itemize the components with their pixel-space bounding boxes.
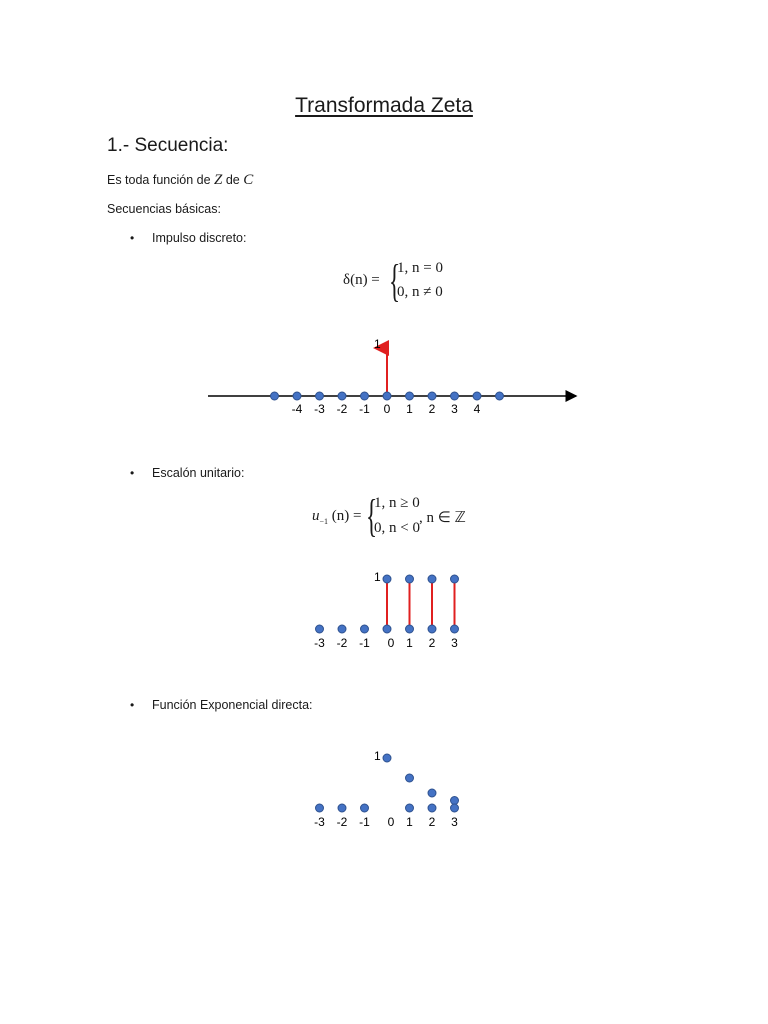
exponential-tick-label: -3 xyxy=(314,815,325,829)
step-brace: { xyxy=(366,490,378,541)
z-symbol: Z xyxy=(214,172,223,188)
step-top-label: 1 xyxy=(374,570,381,584)
exponential-tick-label: -2 xyxy=(336,815,348,829)
step-tick-label: 0 xyxy=(387,636,395,650)
impulse-tick-label: 1 xyxy=(406,402,413,416)
exponential-base-point xyxy=(406,804,414,812)
exponential-label: Función Exponencial directa: xyxy=(152,698,313,712)
step-domain: , n ∈ ℤ xyxy=(419,510,466,526)
exponential-tick-label: 2 xyxy=(428,815,436,829)
impulse-top-label: 1 xyxy=(374,337,381,351)
step-lhs-symbol: u xyxy=(312,508,320,524)
step-tick-label: 2 xyxy=(428,636,436,650)
exponential-top-label: 1 xyxy=(374,749,381,763)
bullet-impulse: • xyxy=(130,231,135,245)
exponential-value-point xyxy=(383,754,391,762)
section-heading: 1.- Secuencia: xyxy=(107,135,229,156)
impulse-case-1: 1, n = 0 xyxy=(397,260,443,276)
impulse-case-2: 0, n ≠ 0 xyxy=(397,284,443,300)
c-symbol: C xyxy=(243,172,254,188)
exponential-base-point xyxy=(451,804,459,812)
impulse-tick-label: 4 xyxy=(473,402,481,416)
impulse-tick-label: -4 xyxy=(291,402,303,416)
exponential-base-point xyxy=(361,804,369,812)
step-case-2: 0, n < 0 xyxy=(374,520,420,536)
step-case-1: 1, n ≥ 0 xyxy=(374,495,420,511)
step-label: Escalón unitario: xyxy=(152,466,245,480)
step-tick-label: -1 xyxy=(359,636,370,650)
definition-prefix: Es toda función de xyxy=(107,173,211,187)
impulse-tick-label: 3 xyxy=(451,402,458,416)
exponential-tick-label: -1 xyxy=(359,815,370,829)
impulse-lhs: δ(n) = xyxy=(343,272,380,288)
impulse-tick-label: -2 xyxy=(336,402,348,416)
step-tick-label: -2 xyxy=(336,636,348,650)
step-tick-label: -3 xyxy=(314,636,325,650)
bullet-step: • xyxy=(130,466,135,480)
step-lhs-arg: (n) = xyxy=(331,508,362,524)
exponential-base-point xyxy=(338,804,346,812)
page-title: Transformada Zeta xyxy=(295,94,473,117)
impulse-tick-label: 2 xyxy=(428,402,436,416)
step-tick-label: 1 xyxy=(406,636,413,650)
impulse-tick-label: -1 xyxy=(359,402,370,416)
basic-sequences-label: Secuencias básicas: xyxy=(107,202,221,216)
exponential-value-point xyxy=(406,774,414,782)
impulse-brace: { xyxy=(389,255,401,306)
impulse-tick-label: 0 xyxy=(383,402,391,416)
definition-de: de xyxy=(225,173,240,187)
step-tick-label: 3 xyxy=(451,636,458,650)
exponential-value-point xyxy=(428,789,436,797)
step-lhs-sub: −1 xyxy=(319,517,329,526)
bullet-exponential: • xyxy=(130,698,135,712)
exponential-base-point xyxy=(428,804,436,812)
exponential-value-point xyxy=(451,797,459,805)
exponential-base-point xyxy=(316,804,324,812)
exponential-tick-label: 0 xyxy=(387,815,395,829)
impulse-tick-label: -3 xyxy=(314,402,325,416)
impulse-label: Impulso discreto: xyxy=(152,231,247,245)
exponential-tick-label: 1 xyxy=(406,815,413,829)
exponential-tick-label: 3 xyxy=(451,815,458,829)
